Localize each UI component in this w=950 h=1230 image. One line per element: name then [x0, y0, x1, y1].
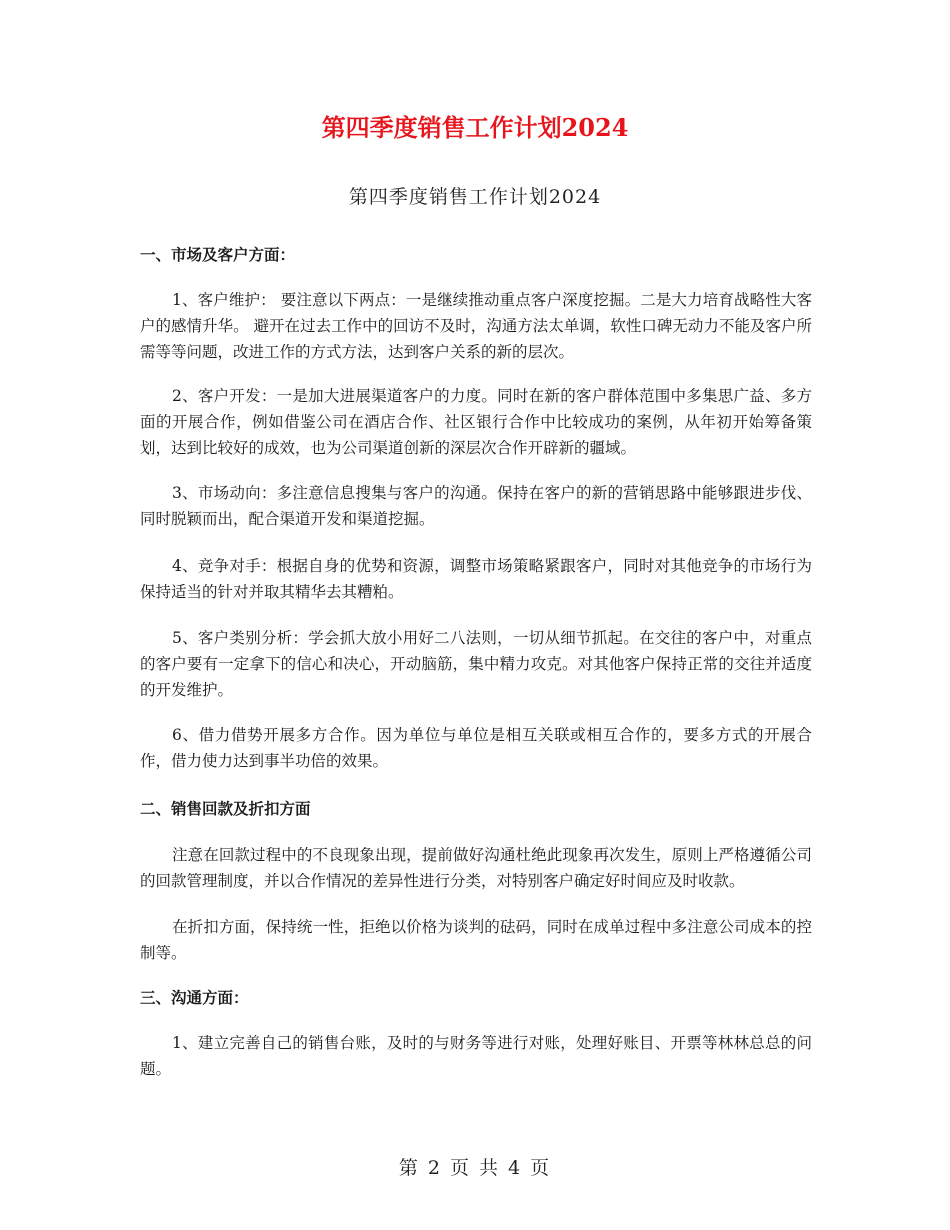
section-heading-communication: 三、沟通方面： — [140, 988, 249, 1007]
paragraph-payment-collection: 注意在回款过程中的不良现象出现，提前做好沟通杜绝此现象再次发生，原则上严格遵循公司的回款管理制度，并以合作情况的差异性进行分类，对特别客户确定好时间应及时收款。 — [140, 846, 812, 890]
document-subtitle: 第四季度销售工作计划2024 — [348, 186, 602, 208]
paragraph-sales-ledger: 1、建立完善自己的销售台账，及时的与财务等进行对账，处理好账目、开票等林林总总的问题。 — [140, 1034, 812, 1078]
paragraph-discount: 在折扣方面，保持统一性，拒绝以价格为谈判的砝码，同时在成单过程中多注意公司成本的控制等。 — [140, 918, 812, 962]
document-title: 第四季度销售工作计划2024 — [321, 113, 629, 142]
paragraph-customer-maintenance: 1、客户维护： 要注意以下两点：一是继续推动重点客户深度挖掘。二是大力培育战略性大客户的感情升华。 避开在过去工作中的回访不及时，沟通方法太单调，软性口碑无动力不能及客户所需等等问题，改进工作的方式方法，达到客户关系的新的层次。 — [140, 291, 812, 361]
section-heading-market: 一、市场及客户方面： — [140, 245, 296, 264]
section-heading-payment: 二、销售回款及折扣方面 — [140, 799, 311, 818]
paragraph-customer-analysis: 5、客户类别分析：学会抓大放小用好二八法则，一切从细节抓起。在交往的客户中，对重点的客户要有一定拿下的信心和决心，开动脑筋，集中精力攻克。对其他客户保持正常的交往并适度的开发维护。 — [140, 629, 812, 699]
paragraph-market-trends: 3、市场动向：多注意信息搜集与客户的沟通。保持在客户的新的营销思路中能够跟进步伐、同时脱颖而出，配合渠道开发和渠道挖掘。 — [140, 484, 812, 528]
paragraph-cooperation: 6、借力借势开展多方合作。因为单位与单位是相互关联或相互合作的，要多方式的开展合作，借力使力达到事半功倍的效果。 — [140, 726, 812, 770]
paragraph-competitors: 4、竞争对手：根据自身的优势和资源，调整市场策略紧跟客户，同时对其他竞争的市场行为保持适当的针对并取其精华去其糟粕。 — [140, 557, 812, 601]
paragraph-customer-development: 2、客户开发：一是加大进展渠道客户的力度。同时在新的客户群体范围中多集思广益、多方面的开展合作，例如借鉴公司在酒店合作、社区银行合作中比较成功的案例，从年初开始筹备策划，达到比较好的成效，也为公司渠道创新的深层次合作开辟新的疆域。 — [140, 387, 812, 457]
page-number-footer: 第 2 页 共 4 页 — [398, 1157, 552, 1179]
